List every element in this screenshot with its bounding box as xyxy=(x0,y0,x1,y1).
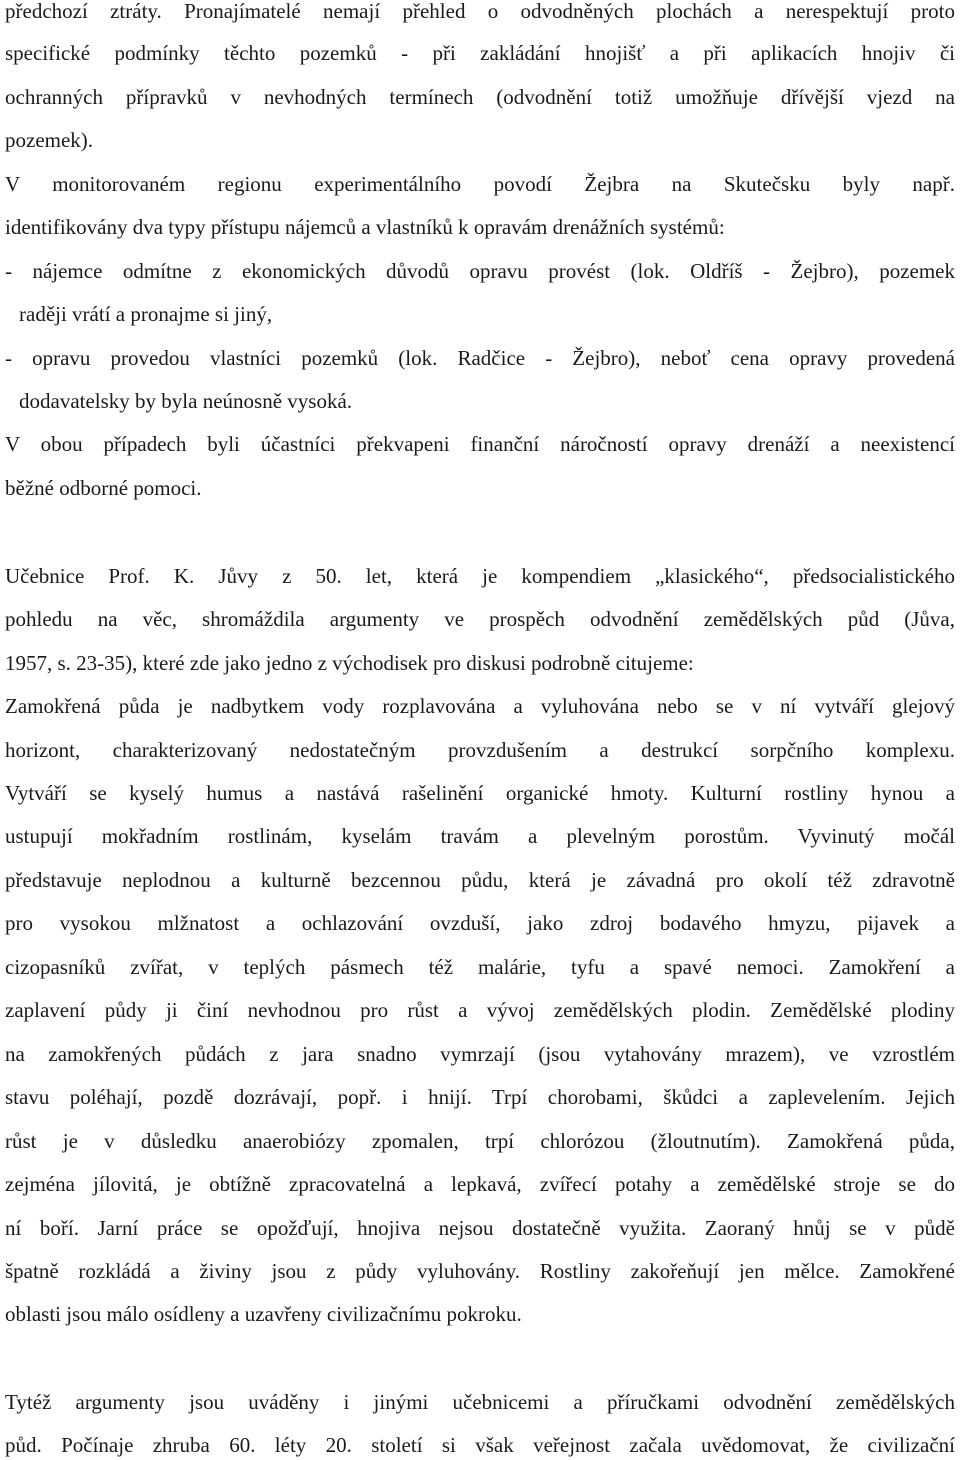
text-line: půd. Počínaje zhruba 60. léty 20. století si však veřejnost začala uvědomovat, že civilizační xyxy=(5,1433,955,1457)
text-line: Vytváří se kyselý humus a nastává rašelinění organické hmoty. Kulturní rostliny hynou a xyxy=(5,781,955,805)
text-line: identifikovány dva typy přístupu nájemců a vlastníků k opravám drenážních systémů: xyxy=(5,215,725,239)
text-line: růst je v důsledku anaerobiózy zpomalen, trpí chlorózou (žloutnutím). Zamokřená půda, xyxy=(5,1129,955,1153)
text-line: cizopasníků zvířat, v teplých pásmech též malárie, tyfu a spavé nemoci. Zamokření a xyxy=(5,955,955,979)
text-line: V obou případech byli účastníci překvapeni finanční náročností opravy drenáží a neexistencí xyxy=(5,432,955,456)
text-line: běžné odborné pomoci. xyxy=(5,476,202,500)
text-line: oblasti jsou málo osídleny a uzavřeny civilizačnímu pokroku. xyxy=(5,1302,522,1326)
text-line: předchozí ztráty. Pronajímatelé nemají přehled o odvodněných plochách a nerespektují proto xyxy=(5,0,955,23)
text-line: Zamokřená půda je nadbytkem vody rozplavována a vyluhována nebo se v ní vytváří glejový xyxy=(5,694,955,718)
text-line: stavu poléhají, pozdě dozrávají, popř. i hnijí. Trpí chorobami, škůdci a zaplevelením. Jejich xyxy=(5,1085,955,1109)
list-item-line: - nájemce odmítne z ekonomických důvodů opravu provést (lok. Oldříš - Žejbro), pozemek xyxy=(5,259,955,283)
list-item-line: - opravu provedou vlastníci pozemků (lok. Radčice - Žejbro), neboť cena opravy provedená xyxy=(5,346,955,370)
text-line: 1957, s. 23-35), které zde jako jedno z východisek pro diskusi podrobně citujeme: xyxy=(5,651,694,675)
list-item-line: raději vrátí a pronajme si jiný, xyxy=(19,302,273,326)
text-line: ustupují mokřadním rostlinám, kyselám travám a plevelným porostům. Vyvinutý močál xyxy=(5,824,955,848)
text-line: špatně rozkládá a živiny jsou z půdy vyluhovány. Rostliny zakořeňují jen mělce. Zamokřené xyxy=(5,1259,955,1283)
text-line: Učebnice Prof. K. Jůvy z 50. let, která je kompendiem „klasického“, předsocialistického xyxy=(5,564,955,588)
text-line: na zamokřených půdách z jara snadno vymrzají (jsou vytahovány mrazem), ve vzrostlém xyxy=(5,1042,955,1066)
text-line: V monitorovaném regionu experimentálního povodí Žejbra na Skutečsku byly např. xyxy=(5,172,955,196)
text-line: zaplavení půdy ji činí nevhodnou pro růst a vývoj zemědělských plodin. Zemědělské plodiny xyxy=(5,998,955,1022)
text-line: pro vysokou mlžnatost a ochlazování ovzduší, jako zdroj bodavého hmyzu, pijavek a xyxy=(5,911,955,935)
text-line: pohledu na věc, shromáždila argumenty ve prospěch odvodnění zemědělských půd (Jůva, xyxy=(5,607,955,631)
text-line: zejména jílovitá, je obtížně zpracovatelná a lepkavá, zvířecí potahy a zemědělské stroje se do xyxy=(5,1172,955,1196)
list-item-line: dodavatelsky by byla neúnosně vysoká. xyxy=(19,389,353,413)
text-line: horizont, charakterizovaný nedostatečným provzdušením a destrukcí sorpčního komplexu. xyxy=(5,738,955,762)
text-line: představuje neplodnou a kulturně bezcennou půdu, která je závadná pro okolí též zdravotně xyxy=(5,868,955,892)
text-line: Tytéž argumenty jsou uváděny i jinými učebnicemi a příručkami odvodnění zemědělských xyxy=(5,1390,955,1414)
text-line: pozemek). xyxy=(5,128,94,152)
text-line: ní boří. Jarní práce se opožďují, hnojiva nejsou dostatečně využita. Zaoraný hnůj se v půdě xyxy=(5,1216,955,1240)
text-line: specifické podmínky těchto pozemků - při zakládání hnojišť a při aplikacích hnojiv či xyxy=(5,41,955,65)
text-line: ochranných přípravků v nevhodných termínech (odvodnění totiž umožňuje dřívější vjezd na xyxy=(5,85,955,109)
